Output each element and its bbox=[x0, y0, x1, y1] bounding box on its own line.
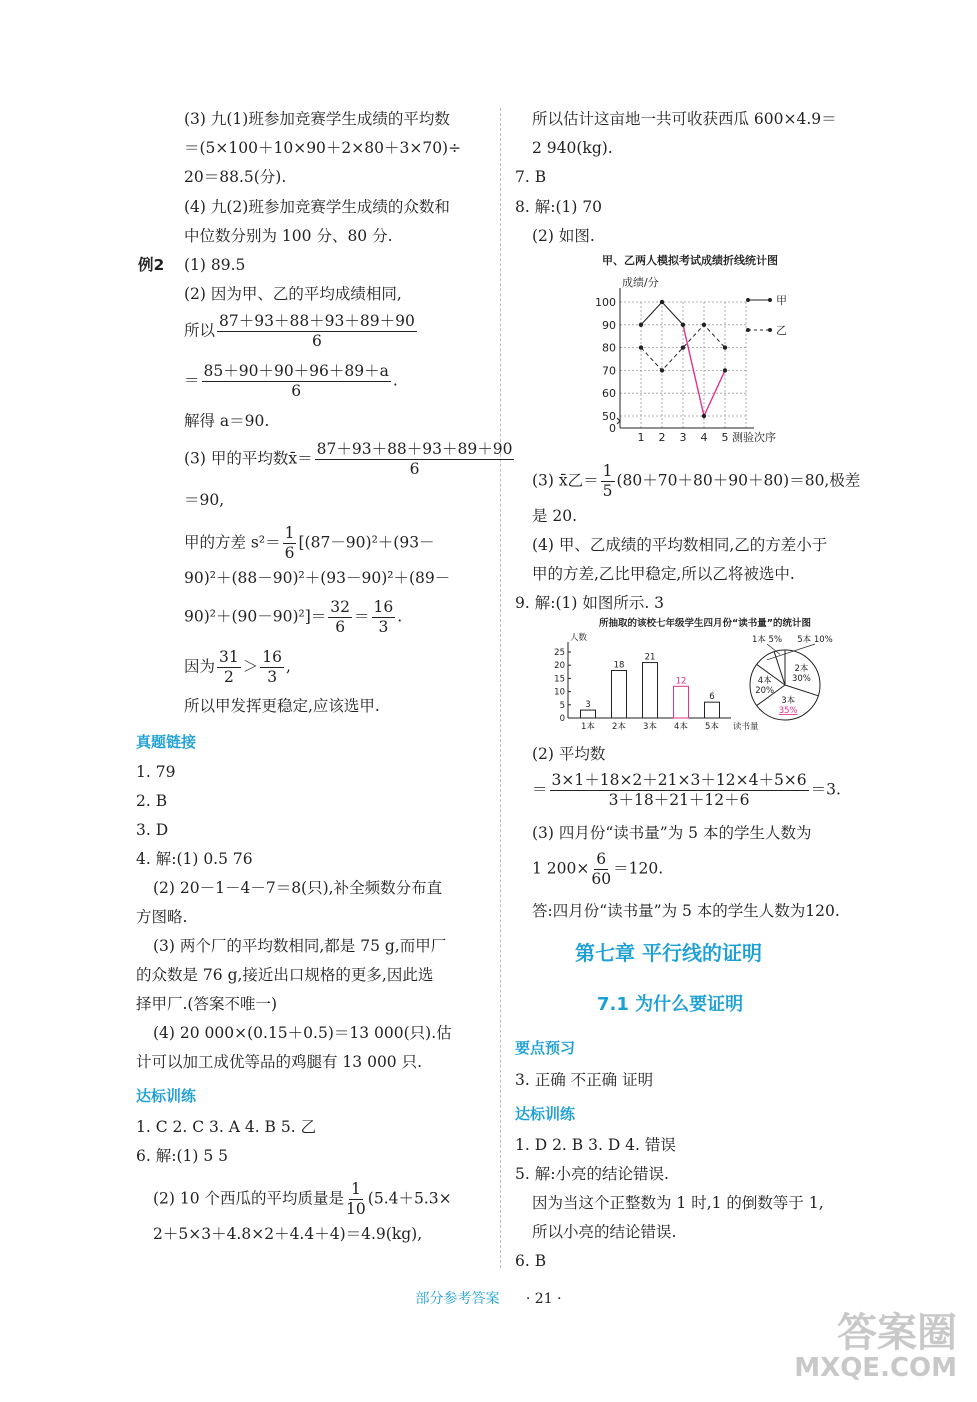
text-line: 甲的方差,乙比甲稳定,所以乙将被选中. bbox=[532, 565, 795, 583]
x-axis-label: 测验次序 bbox=[732, 431, 776, 444]
x-tick-label: 2 bbox=[658, 431, 666, 444]
chart-legend bbox=[746, 294, 787, 337]
text-line: (1) 89.5 bbox=[184, 256, 246, 274]
fraction bbox=[372, 598, 396, 637]
formula-suffix: [(87－90)²＋(93－ bbox=[298, 533, 435, 552]
text-line: 6. B bbox=[515, 1252, 547, 1270]
fraction bbox=[328, 598, 352, 637]
fraction-numerator: 1 bbox=[284, 524, 295, 542]
text-line: 是 20. bbox=[532, 507, 578, 525]
text-line: 所以估计这亩地一共可收获西瓜 600×4.9＝ bbox=[532, 110, 837, 128]
formula-line bbox=[532, 462, 860, 501]
fraction bbox=[346, 1180, 366, 1219]
fraction-denominator: 6 bbox=[312, 332, 322, 350]
fraction bbox=[217, 648, 241, 687]
text-line: 90)²＋(88－90)²＋(93－90)²＋(89－ bbox=[184, 569, 451, 587]
legend-dot bbox=[746, 298, 750, 302]
fraction-denominator: 60 bbox=[591, 870, 612, 888]
text-line: (4) 九(2)班参加竞赛学生成绩的众数和 bbox=[184, 198, 450, 216]
point-jia bbox=[639, 323, 643, 327]
fraction bbox=[283, 524, 297, 563]
formula-prefix: (2) 10 个西瓜的平均质量是 bbox=[153, 1189, 345, 1208]
text-line: (2) 如图. bbox=[532, 227, 595, 245]
text-line: 9. 解:(1) 如图所示. 3 bbox=[515, 594, 665, 612]
x-tick-label: 1 bbox=[637, 431, 645, 444]
page-number: · 21 · bbox=[525, 1291, 562, 1307]
legend-dot bbox=[768, 328, 772, 332]
watermark-logo bbox=[794, 1312, 957, 1382]
chart-title: 甲、乙两人模拟考试成绩折线统计图 bbox=[602, 254, 778, 267]
bar-value-label: 18 bbox=[613, 660, 625, 671]
text-line: 3. D bbox=[136, 821, 169, 839]
fraction-numerator: 87＋93＋88＋93＋89＋90 bbox=[219, 312, 415, 330]
pie-percent-label: 20% bbox=[755, 686, 775, 696]
y-tick-label: 100 bbox=[595, 296, 616, 309]
y-tick-label: 50 bbox=[602, 410, 616, 423]
formula-suffix: (5.4＋5.3× bbox=[367, 1189, 452, 1208]
formula-line bbox=[184, 524, 435, 563]
bar bbox=[643, 663, 658, 718]
fraction-numerator: 32 bbox=[330, 598, 351, 616]
formula-prefix: 因为 bbox=[184, 657, 216, 676]
pie-label: 4本 bbox=[757, 676, 772, 686]
bar-chart bbox=[540, 615, 870, 740]
formula-operator: ＞ bbox=[242, 657, 259, 676]
bar-value-label: 3 bbox=[585, 700, 591, 711]
fraction bbox=[591, 850, 611, 889]
text-line: 6. 解:(1) 5 5 bbox=[136, 1147, 228, 1165]
fraction bbox=[217, 312, 417, 351]
text-line: 1. C 2. C 3. A 4. B 5. 乙 bbox=[136, 1118, 317, 1136]
example-label: 例2 bbox=[138, 256, 165, 274]
fraction-numerator: 16 bbox=[262, 648, 282, 666]
y-tick-label: 70 bbox=[602, 364, 616, 378]
formula-prefix: ＝ bbox=[532, 780, 548, 799]
column-divider bbox=[500, 108, 501, 1268]
formula-prefix: 1 200× bbox=[532, 859, 590, 878]
section-title: 7.1 为什么要证明 bbox=[597, 994, 744, 1015]
formula-suffix: , bbox=[286, 657, 291, 676]
fraction bbox=[601, 462, 615, 501]
bar-value-label: 6 bbox=[709, 692, 715, 703]
legend-dot bbox=[768, 298, 772, 302]
x-tick-label: 5本 bbox=[705, 722, 719, 732]
bar-value-label: 21 bbox=[644, 652, 656, 663]
text-line: (3) 两个厂的平均数相同,都是 75 g,而甲厂 bbox=[153, 937, 447, 955]
fraction-numerator: 1 bbox=[350, 1180, 361, 1198]
chart-title: 所抽取的该校七年级学生四月份“读书量”的统计图 bbox=[599, 618, 811, 629]
series-line-jia bbox=[641, 302, 683, 325]
pie-label: 2本 bbox=[794, 664, 809, 675]
fraction-numerator: 31 bbox=[219, 648, 239, 666]
section-heading-yaodian: 要点预习 bbox=[515, 1039, 576, 1057]
fraction-numerator: 6 bbox=[596, 850, 607, 868]
fraction-numerator: 16 bbox=[373, 598, 394, 616]
formula-line bbox=[184, 440, 516, 479]
point-yi bbox=[702, 323, 706, 327]
bar bbox=[612, 670, 627, 718]
y-tick-label: 90 bbox=[602, 318, 616, 332]
text-line: 2＋5×3＋4.8×2＋4.4＋4)＝4.9(kg), bbox=[153, 1225, 423, 1243]
x-tick-label: 1本 bbox=[581, 722, 595, 732]
text-line: 5. 解:小亮的结论错误. bbox=[515, 1165, 669, 1183]
chart-bars bbox=[581, 653, 720, 732]
text-line: 2. B bbox=[136, 792, 168, 810]
formula-prefix: (3) x̄乙＝ bbox=[532, 471, 599, 490]
formula-prefix: 所以 bbox=[184, 321, 216, 340]
fraction-denominator: 5 bbox=[602, 482, 613, 500]
text-line: 中位数分别为 100 分、80 分. bbox=[184, 227, 393, 245]
text-line: (4) 20 000×(0.15＋0.5)＝13 000(只).估 bbox=[153, 1024, 452, 1042]
watermark-url: MXQE.COM bbox=[794, 1353, 957, 1383]
formula-prefix: 甲的方差 s²＝ bbox=[184, 533, 281, 552]
fraction bbox=[315, 440, 515, 479]
y-axis-label: 人数 bbox=[570, 633, 588, 643]
y-tick-label: 80 bbox=[602, 341, 616, 355]
text-line: (4) 甲、乙成绩的平均数相同,乙的方差小于 bbox=[532, 536, 828, 554]
point-yi bbox=[639, 345, 643, 349]
formula-line bbox=[532, 771, 841, 810]
fraction-denominator: 3＋18＋21＋12＋6 bbox=[608, 791, 750, 809]
text-line: 方图略. bbox=[136, 908, 188, 926]
pie-label: 1本 5% bbox=[751, 635, 783, 645]
text-line: (2) 因为甲、乙的平均成绩相同, bbox=[184, 285, 402, 303]
text-line: 3. 正确 不正确 证明 bbox=[515, 1071, 654, 1089]
text-line: 7. B bbox=[515, 168, 547, 186]
text-line: (2) 平均数 bbox=[532, 745, 606, 763]
x-axis-label: 读书量 bbox=[733, 722, 759, 732]
legend-label-yi: 乙 bbox=[776, 324, 787, 337]
text-line: 所以甲发挥更稳定,应该选甲. bbox=[184, 697, 380, 715]
y-tick-label: 10 bbox=[554, 687, 565, 698]
point-jia bbox=[660, 300, 664, 304]
y-tick-label: 60 bbox=[602, 387, 616, 401]
point-jia bbox=[681, 323, 685, 327]
fraction-denominator: 10 bbox=[346, 1200, 366, 1218]
page-footer bbox=[0, 1288, 977, 1308]
formula-operator: ＝ bbox=[354, 607, 370, 626]
text-line: 答:四月份“读书量”为 5 本的学生人数为120. bbox=[532, 902, 840, 920]
x-tick-label: 5 bbox=[721, 431, 729, 444]
formula-line bbox=[184, 648, 291, 687]
text-line: 的众数是 76 g,接近出口规格的更多,因此选 bbox=[136, 966, 434, 984]
fraction bbox=[550, 771, 809, 810]
fraction-numerator: 85＋90＋90＋96＋89＋a bbox=[203, 362, 389, 380]
text-line: 1. D 2. B 3. D 4. 错误 bbox=[515, 1136, 676, 1154]
fraction-denominator: 2 bbox=[223, 668, 234, 686]
formula-line bbox=[153, 1180, 452, 1219]
formula-prefix: ＝ bbox=[184, 371, 200, 390]
pie-label: 3本 bbox=[781, 696, 796, 707]
formula-suffix: ＝120. bbox=[613, 859, 664, 878]
text-line: 2 940(kg). bbox=[532, 139, 613, 157]
text-line: 解得 a＝90. bbox=[184, 412, 270, 430]
formula-suffix: ＝3. bbox=[810, 780, 841, 799]
fraction-denominator: 6 bbox=[409, 460, 420, 478]
point-yi bbox=[681, 345, 685, 349]
fraction bbox=[260, 648, 284, 687]
formula-line bbox=[184, 362, 398, 401]
y-tick-label: 0 bbox=[609, 422, 616, 435]
section-heading-zhenti: 真题链接 bbox=[136, 733, 197, 751]
chart-grid bbox=[620, 302, 746, 428]
point-yi bbox=[660, 368, 664, 372]
formula-line bbox=[184, 598, 402, 637]
section-heading-dabiao: 达标训练 bbox=[136, 1087, 197, 1105]
formula-suffix: (80＋70＋80＋90＋80)＝80,极差 bbox=[616, 471, 861, 490]
point-yi bbox=[723, 345, 727, 349]
legend-label-jia: 甲 bbox=[776, 294, 787, 307]
point-jia bbox=[702, 414, 706, 418]
x-tick-label: 2本 bbox=[612, 722, 626, 732]
text-line: ＝90, bbox=[184, 491, 225, 509]
text-line: 4. 解:(1) 0.5 76 bbox=[136, 850, 253, 868]
fraction-denominator: 3 bbox=[267, 668, 278, 686]
x-tick-label: 3本 bbox=[643, 722, 657, 732]
formula-line bbox=[184, 312, 419, 351]
text-line: ＝(5×100＋10×90＋2×80＋3×70)÷ bbox=[184, 139, 462, 157]
y-axis-label: 成绩/分 bbox=[622, 276, 659, 289]
text-line: 计可以加工成优等品的鸡腿有 13 000 只. bbox=[136, 1053, 423, 1071]
x-tick-label: 3 bbox=[679, 431, 687, 444]
fraction-denominator: 3 bbox=[378, 618, 389, 636]
legend-dot bbox=[746, 328, 750, 332]
text-line: 8. 解:(1) 70 bbox=[515, 198, 603, 216]
fraction-numerator: 3×1＋18×2＋21×3＋12×4＋5×6 bbox=[551, 771, 807, 789]
footer-label: 部分参考答案 bbox=[415, 1291, 500, 1307]
x-tick-label: 4 bbox=[700, 431, 708, 444]
text-line: 1. 79 bbox=[136, 763, 176, 781]
y-tick-label: 15 bbox=[554, 674, 565, 685]
formula-suffix: . bbox=[392, 371, 398, 390]
bar-value-label: 12 bbox=[675, 676, 687, 687]
section-heading-dabiao: 达标训练 bbox=[515, 1105, 576, 1123]
y-tick-label: 25 bbox=[554, 648, 565, 658]
fraction-denominator: 6 bbox=[284, 544, 295, 562]
chapter-title: 第七章 平行线的证明 bbox=[575, 941, 762, 965]
pie-chart bbox=[750, 634, 833, 720]
formula-prefix: (3) 甲的平均数x̄＝ bbox=[184, 449, 313, 468]
text-line: (3) 九(1)班参加竞赛学生成绩的平均数 bbox=[184, 110, 450, 128]
text-line: 因为当这个正整数为 1 时,1 的倒数等于 1, bbox=[532, 1194, 824, 1212]
x-tick-label: 4本 bbox=[674, 722, 688, 732]
pie-percent-label: 30% bbox=[791, 674, 811, 685]
text-line: (2) 20－1－4－7＝8(只),补全频数分布直 bbox=[153, 879, 443, 897]
y-tick-label: 5 bbox=[559, 700, 565, 711]
fraction-numerator: 1 bbox=[602, 462, 613, 480]
fraction-denominator: 6 bbox=[335, 618, 346, 636]
bar bbox=[581, 710, 596, 718]
y-tick-label: 0 bbox=[559, 714, 565, 724]
text-line: 择甲厂.(答案不唯一) bbox=[136, 995, 278, 1013]
point-jia bbox=[723, 368, 727, 372]
fraction-denominator: 6 bbox=[291, 382, 302, 400]
bar bbox=[674, 686, 689, 718]
y-tick-label: 20 bbox=[554, 661, 565, 672]
formula-line bbox=[532, 850, 663, 889]
pie-percent-label: 35% bbox=[778, 706, 798, 717]
line-chart bbox=[560, 250, 820, 448]
fraction bbox=[202, 362, 391, 401]
pie-label: 5本 10% bbox=[797, 635, 833, 645]
formula-prefix: 90)²＋(90－90)²]＝ bbox=[184, 607, 327, 626]
text-line: (3) 四月份“读书量”为 5 本的学生人数为 bbox=[532, 824, 812, 842]
formula-suffix: . bbox=[397, 607, 403, 626]
text-line: 20＝88.5(分). bbox=[184, 168, 287, 186]
text-line: 所以小亮的结论错误. bbox=[532, 1223, 677, 1241]
watermark-text: 答案圈 bbox=[837, 1310, 957, 1356]
fraction-numerator: 87＋93＋88＋93＋89＋90 bbox=[316, 440, 513, 458]
bar bbox=[705, 702, 720, 718]
